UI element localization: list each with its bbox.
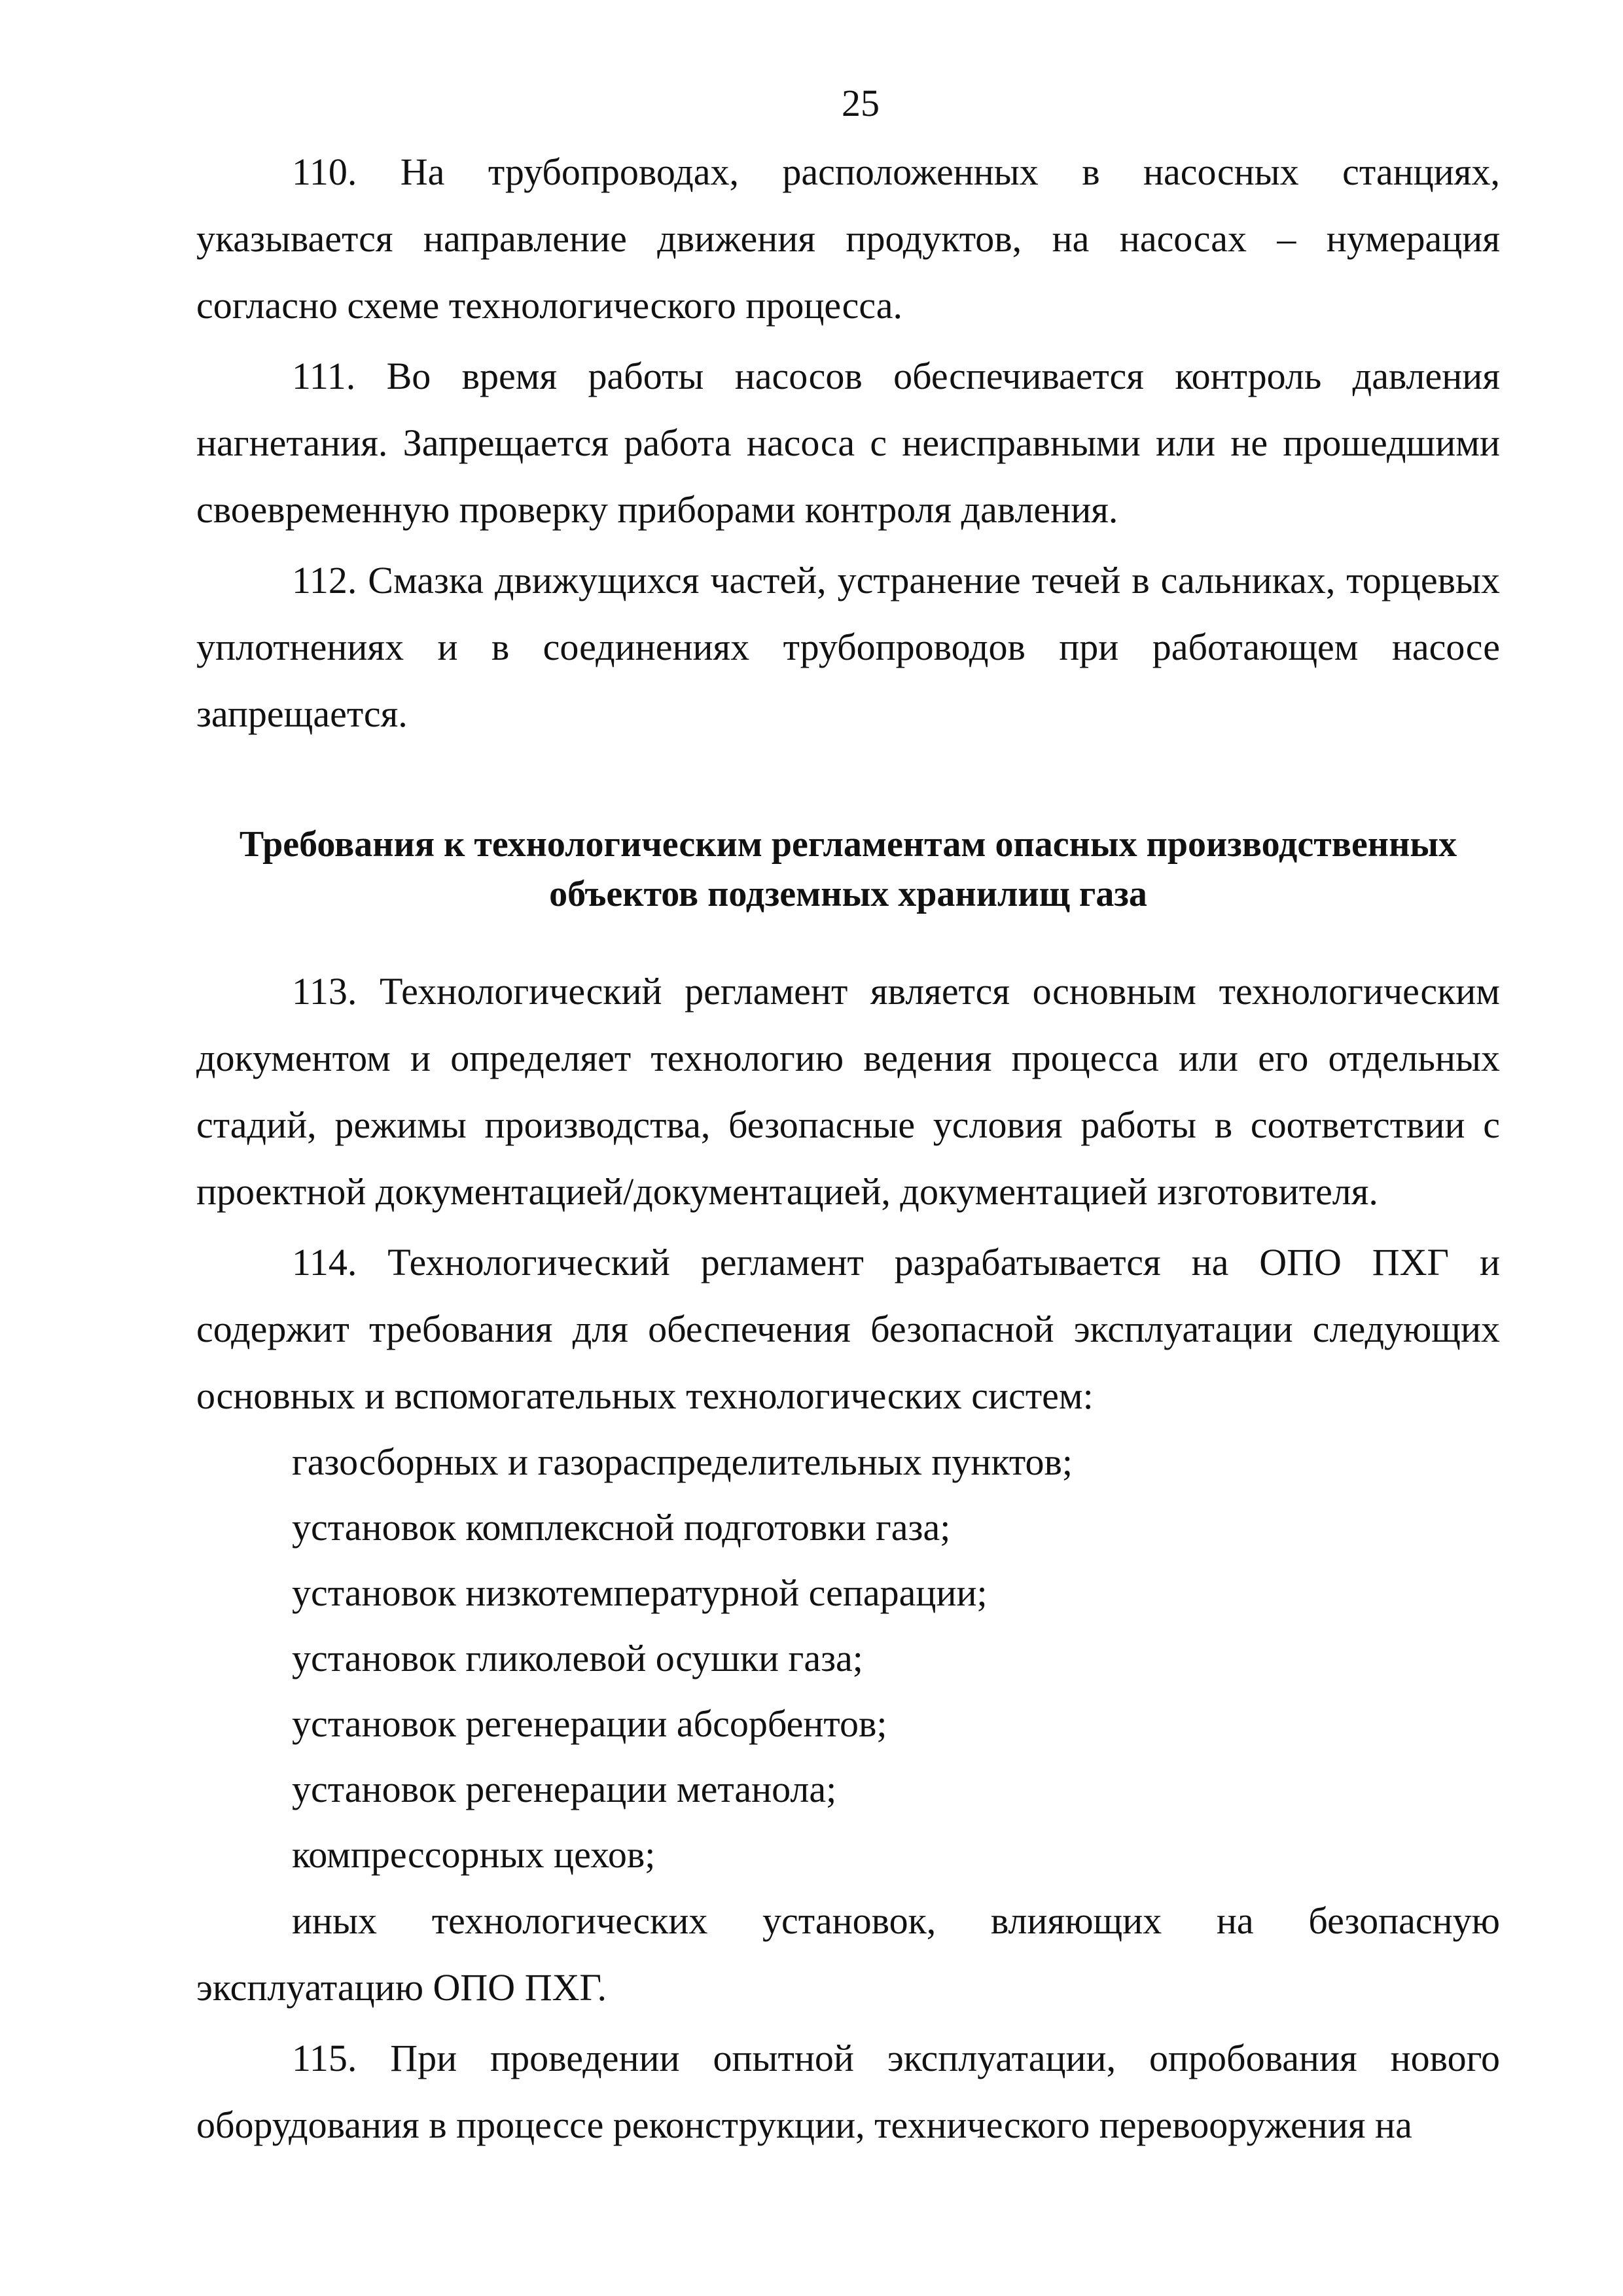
list-item: установок комплексной подготовки газа; [292,1506,951,1549]
paragraph-113: 113. Технологический регламент является основным технологическим документом и определяет технологию ведения процесса или его отдельных стадий, режимы производства, безопасные условия работы в соответствии с проектной документацией/документацией, документацией изготовителя. [196,970,1500,1213]
paragraph-111: 111. Во время работы насосов обеспечивается контроль давления нагнетания. Запрещается работа насоса с неисправными или не прошедшими своевременную проверку приборами контроля давления. [196,355,1500,531]
section-heading [196,819,1500,919]
paragraph-115: 115. При проведении опытной эксплуатации, опробования нового оборудования в процессе реконструкции, технического перевооружения на [196,2037,1500,2146]
list-item: компрессорных цехов; [292,1833,656,1876]
list-item: газосборных и газораспределительных пунктов; [292,1441,1073,1483]
paragraph-110: 110. На трубопроводах, расположенных в насосных станциях, указывается направление движения продуктов, на насосах – нумерация согласно схеме технологического процесса. [196,151,1500,327]
page-number: 25 [842,82,880,124]
paragraph-114: 114. Технологический регламент разрабатывается на ОПО ПХГ и содержит требования для обеспечения безопасной эксплуатации следующих основных и вспомогательных технологических систем: [196,1241,1500,1417]
document-body [196,139,1500,2159]
systems-list [196,1429,1500,2021]
list-item: установок низкотемпературной сепарации; [292,1571,988,1614]
list-item: установок гликолевой осушки газа; [292,1637,863,1679]
list-item-last: иных технологических установок, влияющих на безопасную эксплуатацию ОПО ПХГ. [196,1899,1500,2009]
paragraph-112: 112. Смазка движущихся частей, устранение течей в сальниках, торцевых уплотнениях и в соединениях трубопроводов при работающем насосе запрещается. [196,559,1500,735]
list-item: установок регенерации абсорбентов; [292,1702,887,1745]
section-heading-line-1: Требования к технологическим регламентам опасных производственных [239,824,1457,865]
section-heading-line-2: объектов подземных хранилищ газа [549,874,1147,914]
list-item: установок регенерации метанола; [292,1768,837,1810]
